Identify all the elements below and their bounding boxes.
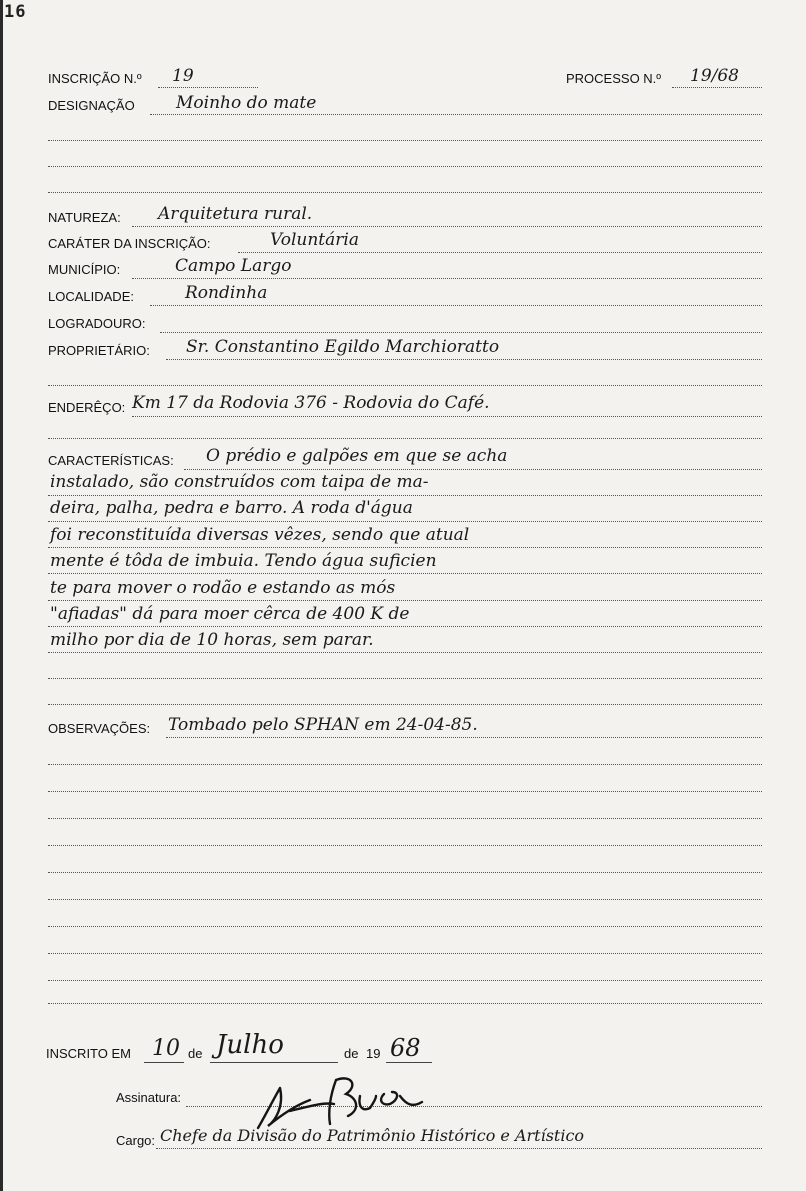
inscrito-dia: 10 — [152, 1036, 180, 1061]
logradouro-label: LOGRADOURO: — [48, 316, 146, 331]
observacoes-label: OBSERVAÇÕES: — [48, 721, 151, 736]
blank-line — [48, 953, 762, 954]
municipio-label: MUNICÍPIO: — [48, 262, 121, 277]
caracteristicas-line-7: "afiadas" dá para moer cêrca de 400 K de — [50, 604, 410, 624]
caracteristicas-line-5: mente é tôda de imbuia. Tendo água suficien — [50, 551, 437, 571]
blank-line — [48, 791, 762, 792]
proprietario-label: PROPRIETÁRIO: — [48, 343, 150, 358]
cargo-label: Cargo: — [116, 1133, 156, 1148]
blank-line — [48, 764, 762, 765]
ruled-line — [48, 600, 762, 601]
inscricao-line — [158, 87, 258, 88]
blank-line — [48, 845, 762, 846]
blank-line — [48, 704, 762, 705]
ruled-line — [48, 652, 762, 653]
proprietario-value: Sr. Constantino Egildo Marchioratto — [186, 337, 500, 357]
blank-line — [48, 166, 762, 167]
blank-line — [48, 899, 762, 900]
endereco-line — [132, 416, 762, 417]
localidade-line — [150, 305, 762, 306]
blank-line — [48, 678, 762, 679]
blank-line — [48, 818, 762, 819]
blank-line — [48, 926, 762, 927]
caracteristicas-line-2: instalado, são construídos com taipa de ma- — [50, 472, 429, 492]
localidade-value: Rondinha — [185, 283, 268, 303]
inscrito-de-2: de — [344, 1046, 359, 1061]
inscrito-mes: Julho — [216, 1030, 284, 1060]
inscrito-ano-prefix: 19 — [366, 1046, 381, 1061]
page-edge — [0, 0, 3, 1191]
blank-line — [48, 872, 762, 873]
blank-line — [48, 140, 762, 141]
proprietario-line — [166, 359, 762, 360]
ano-line — [386, 1062, 432, 1063]
inscricao-label: INSCRIÇÃO N.º — [48, 71, 142, 86]
blank-line — [48, 385, 762, 386]
observacoes-value: Tombado pelo SPHAN em 24-04-85. — [168, 715, 478, 735]
blank-line — [48, 438, 762, 439]
mes-line — [210, 1062, 338, 1063]
inscrito-label: INSCRITO EM — [46, 1046, 131, 1061]
natureza-label: NATUREZA: — [48, 210, 121, 225]
carater-line — [238, 252, 762, 253]
ruled-line — [48, 547, 762, 548]
blank-line — [48, 980, 762, 981]
inscrito-ano-suffix: 68 — [390, 1034, 421, 1062]
ruled-line — [184, 469, 762, 470]
ruled-line — [48, 573, 762, 574]
caracteristicas-line-8: milho por dia de 10 horas, sem parar. — [50, 630, 374, 650]
observacoes-line — [166, 737, 762, 738]
cargo-line — [156, 1148, 762, 1149]
localidade-label: LOCALIDADE: — [48, 289, 134, 304]
processo-label: PROCESSO N.º — [566, 71, 662, 86]
ruled-line — [48, 626, 762, 627]
carater-value: Voluntária — [270, 230, 359, 250]
ruled-line — [48, 521, 762, 522]
carater-label: CARÁTER DA INSCRIÇÃO: — [48, 236, 211, 251]
logradouro-line — [160, 332, 762, 333]
caracteristicas-line-1: O prédio e galpões em que se acha — [206, 446, 508, 466]
blank-line — [48, 1003, 762, 1004]
assinatura-label: Assinatura: — [116, 1090, 182, 1105]
caracteristicas-line-3: deira, palha, pedra e barro. A roda d'água — [50, 498, 413, 518]
processo-line — [672, 87, 762, 88]
blank-line — [48, 192, 762, 193]
caracteristicas-label: CARACTERÍSTICAS: — [48, 453, 174, 468]
designacao-label: DESIGNAÇÃO — [48, 98, 135, 113]
designacao-line — [150, 114, 762, 115]
processo-value: 19/68 — [690, 66, 739, 86]
caracteristicas-line-6: te para mover o rodão e estando as mós — [50, 578, 396, 598]
inscricao-value: 19 — [172, 66, 194, 86]
cargo-value: Chefe da Divisão do Patrimônio Histórico e Artístico — [160, 1126, 585, 1145]
endereco-value: Km 17 da Rodovia 376 - Rodovia do Café. — [132, 393, 490, 413]
dia-line — [144, 1062, 184, 1063]
inscrito-de-1: de — [188, 1046, 203, 1061]
municipio-line — [132, 278, 762, 279]
ruled-line — [48, 495, 762, 496]
caracteristicas-line-4: foi reconstituída diversas vêzes, sendo que atual — [50, 525, 470, 545]
endereco-label: ENDERÊÇO: — [48, 400, 126, 415]
natureza-line — [132, 226, 762, 227]
municipio-value: Campo Largo — [175, 256, 292, 276]
natureza-value: Arquitetura rural. — [158, 204, 313, 224]
designacao-value: Moinho do mate — [176, 93, 317, 113]
page-number: 16 — [4, 2, 27, 22]
